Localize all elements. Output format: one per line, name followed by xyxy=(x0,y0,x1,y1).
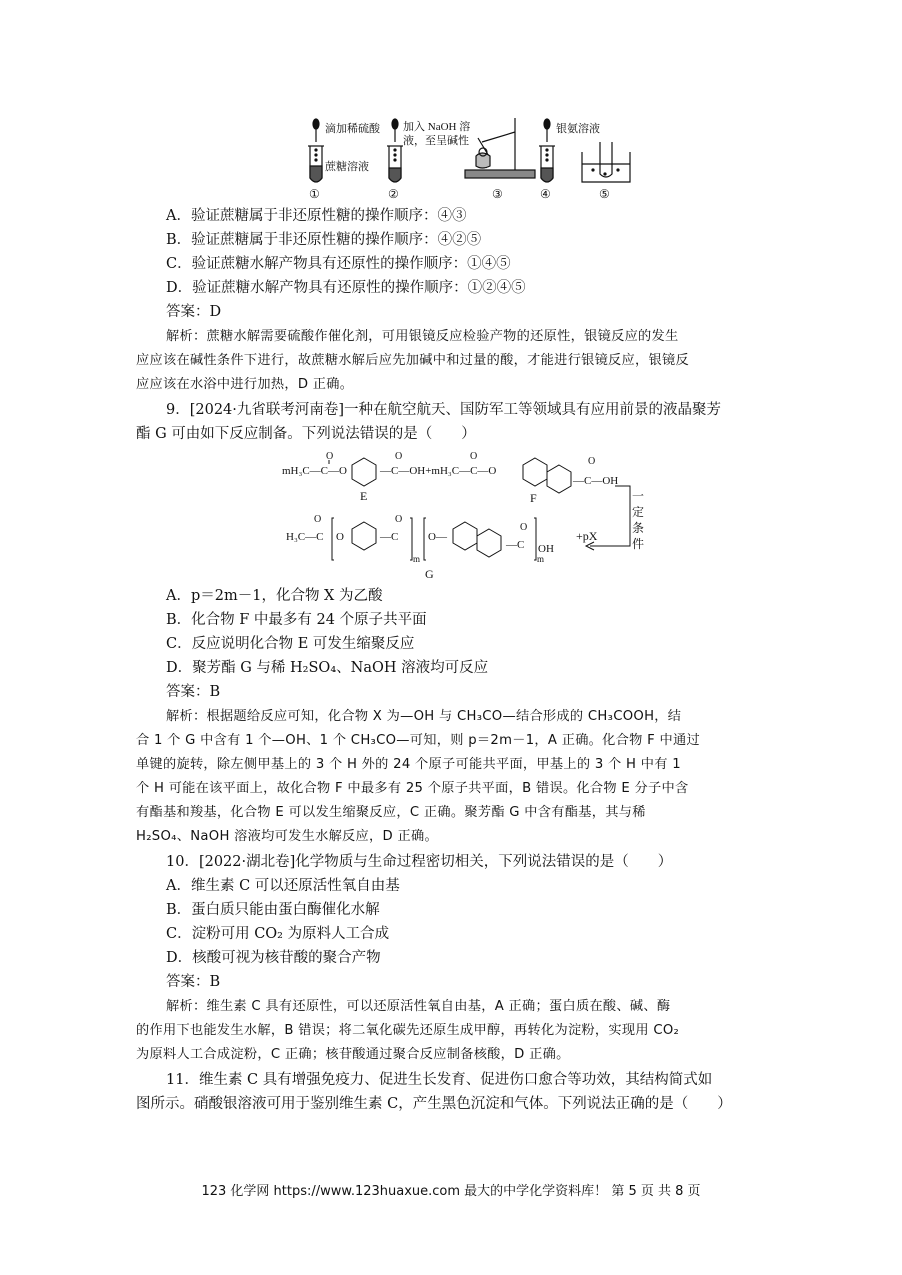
condition-char: 一 xyxy=(632,489,645,503)
number-1: ① xyxy=(309,187,320,201)
number-4: ④ xyxy=(540,187,551,201)
q9-stem-line: 9．[2024·九省联考河南卷]一种在航空航天、国防军工等领域具有应用前景的液晶聚芳 xyxy=(166,402,722,418)
label-naoh-2: 液，至呈碱性 xyxy=(403,135,469,147)
q9-explanation-line: 有酯基和羧基，化合物 E 可以发生缩聚反应，C 正确。聚芳酯 G 中含有酯基，其与稀 xyxy=(136,805,646,820)
q11-stem-line: 图所示。硝酸银溶液可用于鉴别维生素 C，产生黑色沉淀和气体。下列说法正确的是（ ） xyxy=(136,1096,732,1112)
q11-stem-line: 11．维生素 C 具有增强免疫力、促进生长发育、促进伤口愈合等功效，其结构简式如 xyxy=(166,1072,713,1088)
apparatus-figure xyxy=(300,112,640,202)
q8-option-d: D．验证蔗糖水解产物具有还原性的操作顺序：①②④⑤ xyxy=(166,280,526,296)
condition-char: 条 xyxy=(632,521,645,535)
q9-explanation-line: 解析：根据题给反应可知，化合物 X 为—OH 与 CH₃CO—结合形成的 CH₃COOH，结 xyxy=(166,709,682,724)
svg-text:O: O xyxy=(395,514,403,525)
q9-explanation-line: 单键的旋转，除左侧甲基上的 3 个 H 外的 24 个原子可能共平面，甲基上的 3 个 H 中有 1 xyxy=(136,757,681,772)
label-e: E xyxy=(360,489,368,503)
svg-text:O—: O— xyxy=(428,531,447,543)
svg-text:OH: OH xyxy=(538,543,554,555)
q10-option-b: B．蛋白质只能由蛋白酶催化水解 xyxy=(166,902,380,918)
number-2: ② xyxy=(388,187,399,201)
condition-char: 定 xyxy=(632,505,645,519)
test-tube-1 xyxy=(308,119,324,182)
q10-explanation-line: 解析：维生素 C 具有还原性，可以还原活性氧自由基，A 正确；蛋白质在酸、碱、酶 xyxy=(166,999,671,1014)
page-footer: 123 化学网 https://www.123huaxue.com 最大的中学化学资料库！ 第 5 页 共 8 页 xyxy=(201,1184,701,1199)
water-bath xyxy=(582,142,630,182)
label-silver-ammonia: 银氨溶液 xyxy=(556,123,600,135)
test-tube-4 xyxy=(539,119,555,182)
svg-text:m: m xyxy=(413,554,421,564)
svg-text:m: m xyxy=(537,554,545,564)
svg-text:H₃C—C: H₃C—C xyxy=(286,531,324,543)
svg-text:—C—OH: —C—OH xyxy=(573,475,619,487)
reaction-scheme xyxy=(280,450,650,582)
svg-text:O: O xyxy=(314,514,322,525)
svg-text:O: O xyxy=(470,451,478,462)
svg-text:—C: —C xyxy=(506,539,525,551)
q9-option-c: C．反应说明化合物 E 可发生缩聚反应 xyxy=(166,636,415,652)
q8-explanation-line: 应应该在碱性条件下进行，故蔗糖水解后应先加碱中和过量的酸，才能进行银镜反应，银镜反 xyxy=(136,353,689,368)
svg-text:—C: —C xyxy=(380,531,399,543)
q9-answer: 答案：B xyxy=(166,684,221,700)
q10-option-d: D．核酸可视为核苷酸的聚合产物 xyxy=(166,950,381,966)
label-g: G xyxy=(425,567,434,581)
q10-explanation-line: 的作用下也能发生水解，B 错误；将二氧化碳先还原生成甲醇，再转化为淀粉，实现用 CO₂ xyxy=(136,1023,680,1038)
q8-option-c: C．验证蔗糖水解产物具有还原性的操作顺序：①④⑤ xyxy=(166,256,511,272)
q9-explanation-line: 合 1 个 G 中含有 1 个—OH、1 个 CH₃CO—可知，则 p＝2m－1，A 正确。化合物 F 中通过 xyxy=(136,733,700,748)
condition-char: 件 xyxy=(632,537,645,551)
label-px: +pX xyxy=(576,529,598,543)
q10-stem: 10．[2022·湖北卷]化学物质与生命过程密切相关，下列说法错误的是（ ） xyxy=(166,854,673,870)
q9-explanation-line: H₂SO₄、NaOH 溶液均可发生水解反应，D 正确。 xyxy=(136,829,438,844)
svg-text:—C—OH+mH₃C—C—O: —C—OH+mH₃C—C—O xyxy=(380,465,497,477)
q9-option-b: B．化合物 F 中最多有 24 个原子共平面 xyxy=(166,612,427,628)
svg-text:O: O xyxy=(588,456,596,467)
q10-option-c: C．淀粉可用 CO₂ 为原料人工合成 xyxy=(166,926,390,942)
q9-stem-line: 酯 G 可由如下反应制备。下列说法错误的是（ ） xyxy=(136,426,476,442)
label-naoh-1: 加入 NaOH 溶 xyxy=(403,121,471,133)
q8-option-b: B．验证蔗糖属于非还原性糖的操作顺序：④②⑤ xyxy=(166,232,482,248)
q8-option-a: A．验证蔗糖属于非还原性糖的操作顺序：④③ xyxy=(166,208,467,224)
test-tube-2 xyxy=(387,119,403,182)
q9-option-a: A．p＝2m－1，化合物 X 为乙酸 xyxy=(166,588,383,604)
q8-explanation-line: 应应该在水浴中进行加热，D 正确。 xyxy=(136,377,354,392)
q10-answer: 答案：B xyxy=(166,974,221,990)
number-3: ③ xyxy=(492,187,503,201)
label-f: F xyxy=(530,491,537,505)
q9-explanation-line: 个 H 可能在该平面上，故化合物 F 中最多有 25 个原子共平面，B 错误。化合物 E 分子中含 xyxy=(136,781,689,796)
q8-explanation-line: 解析：蔗糖水解需要硫酸作催化剂，可用银镜反应检验产物的还原性，银镜反应的发生 xyxy=(166,329,679,344)
label-dilute-sulfuric: 滴加稀硫酸 xyxy=(325,123,380,135)
svg-text:O: O xyxy=(336,531,344,543)
q9-option-d: D．聚芳酯 G 与稀 H₂SO₄、NaOH 溶液均可反应 xyxy=(166,660,489,676)
svg-text:O: O xyxy=(520,522,528,533)
heating-stand xyxy=(465,118,535,178)
svg-text:O: O xyxy=(326,451,334,462)
svg-text:O: O xyxy=(395,451,403,462)
q8-answer: 答案：D xyxy=(166,304,222,320)
q10-option-a: A．维生素 C 可以还原活性氧自由基 xyxy=(166,878,400,894)
q10-explanation-line: 为原料人工合成淀粉，C 正确；核苷酸通过聚合反应制备核酸，D 正确。 xyxy=(136,1047,570,1062)
svg-text:mH₃C—C—O: mH₃C—C—O xyxy=(282,465,347,477)
label-sucrose-solution: 蔗糖溶液 xyxy=(325,161,369,173)
number-5: ⑤ xyxy=(599,187,610,201)
